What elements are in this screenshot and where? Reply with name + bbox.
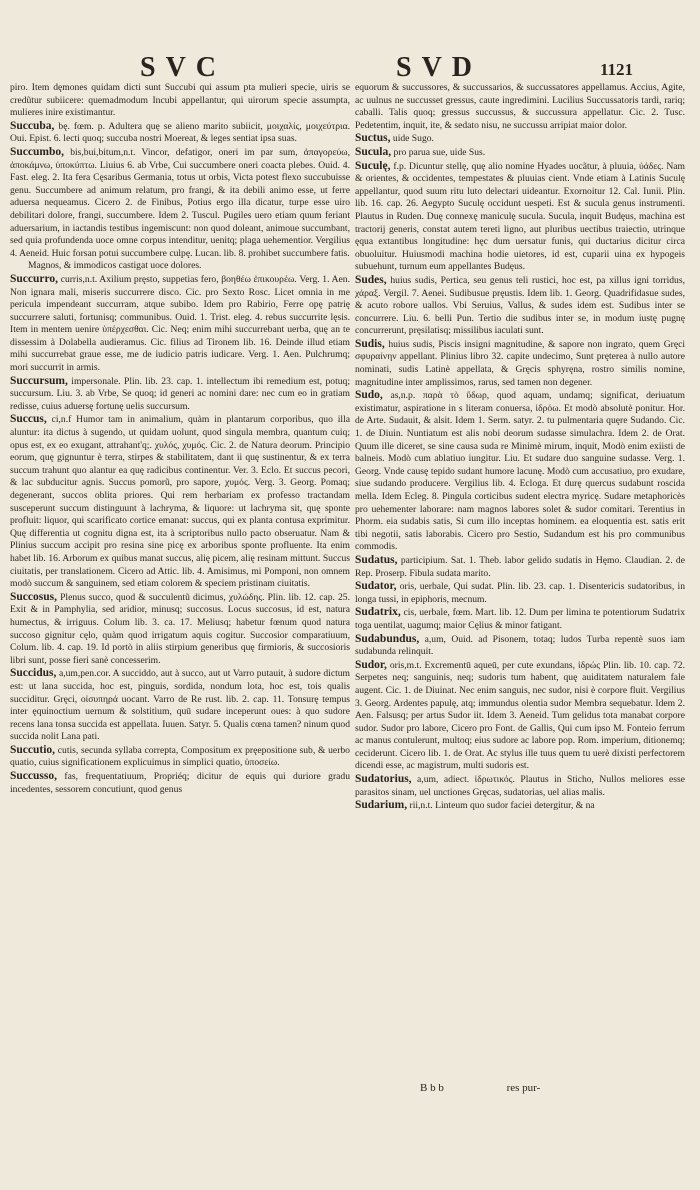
dictionary-entry xyxy=(10,591,350,668)
page-footer xyxy=(420,1082,600,1094)
dictionary-entry xyxy=(10,413,350,590)
entry-text: curris,n.t. Axilium pręsto, suppetias fero, βοηθέω ἐπικουρέω. Verg. 1. Aen. Non ignara mali, miseris succurrere disco. Cic. pro Sexto Rosc. Licet omnia in me pericula impendeant succurram, atque subibo. Idem pro Rabirio, Ferre opę patrię succurrere saluti, fortunisq; communibus. Ouid. 1. Trist. eleg. 4. rebus succurrite lęsis. Item in mentem uenire ὑπέρχεσθαι. Cic. Neq; enim mihi succurrebant uerba, quę an te dissessim à Dolabella audieramus. Cic. filius ad Tironem lib. 16. Deinde illud etiam mihi succurrebat graue esse, me de iudicio patris iudicare. Verg. 1. Aen. Pulchrumq; mori succurrit in armis. xyxy=(10,273,350,374)
entry-text: a,um,pen.cor. A succiddo, aut à succo, aut ut Varro putauit, à sudore dictum est: ut lana succida, hoc est, pinguis, sordida, nondum lota, hoc est, tois qualis succiditur. Gręci, οἰσυπηρά uocant. Varro de Re rust. lib. 2. cap. 11. Tonsurę tempus inter ęquinoctium uernum & solstitium, quū sudare inceperunt oues: à quo sudore recens lana tonsa succida est appellata. Iuuen. Satyr. 5. Qualis cœna tamen? ninum quod succida nolit Lana pati. xyxy=(10,668,350,743)
left-column xyxy=(10,82,350,796)
entry-headword: Sudatorius, xyxy=(355,773,412,786)
entry-text: ci,n.f Humor tam in animalium, quàm in plantarum corporibus, quo illa aluntur: ita dictus à sugendo, ut quidam uolunt, quod singula membra, quantum cuiq; opus est, ex eo exugant, attrahant'q;. χυλός, χυμός. Cic. 2. de Natura deorum. Principio eorum, quę gignuntur è terra, stirpes & stabilitatem, dant ii quę sustinentur, & ex terra succum trahunt quo alantur ea quę radicibus continentur. Ver. 3. Eclo. Et succus pecori, & lac subducitur agnis. Succus pomorũ, pro sapore, χυμός. Verg. 3. Georg. Pomaq; degenerant, succos oblita priores. Qui rem herbariam ex professo tractandam susceperunt succum distinguunt à lachryma, & liquore: ut lachryma sit, quę sponte profluit: liquor, qui scarificato cortice emanat: succus, qui ex planta contusa exprimitur. Quę differentia ut cognitu digna est, ita à scriptoribus nullo pacto obseruatur. Nam & Plinius succum accipit pro resina sine picę ex arboribus sponte profluente. Ita enim habet lib. 16. Arborum ex quibus manat succus, alię picem, alię resinam mittunt. Succus ciuitatis, per translationem. Cicero ad Attic. lib. 4. Amisimus, mi Pomponi, non omnem modò succum & sanguinem, sed etiam colorem & speciem pristinam ciuitatis. xyxy=(10,414,350,590)
dictionary-entry xyxy=(355,82,685,132)
signature-mark: B b b xyxy=(420,1082,444,1094)
entry-text: as,n.p. παρὰ τὸ ὕδωρ, quod aquam, undamq; significat, deriuatum existimatur, aspiratione in s literam conuersa, ἱδρόω. Et modò absolutè ponitur. Hor. de Arte. Sudauit, & alsit. Idem 1. Serm. satyr. 2. tu pulmentaria quęre Sudando. Cic. 1. de Diuin. Nuntiatum est alis nobi deorum sudasse simulachra. Idem 2. de Orat. Quum ille diceret, se sine causa suda re Minimè mirum, inquit, Modò enim exiisti de balneis. Modò cum ablatiuo iungitur. Liu. Et sudare duo sanguine sudasse. Verg. 1. Georg. Vnde causę tepido sudant humore lacunę. Modò cum accusatiuo, pro exudare, siue sudando producere. Vergilius lib. 4. Ecloga. Et durę quercus sudabunt roscida mella. Idem Ecleg. 8. Pingula corticibus sudent electra myricę. Sudare metaphoricès pro uehementer laborare: nam magnos labores solet & sudor comitari. Terentius in Phorm. eia sudabis satis, Si cum illo inceptas hominem. ea eloquentia est. satis erit tibi negotii, satis laborabis. Cicero pro Sestio, Sudandum est his pro communibus commodis. xyxy=(355,390,685,553)
entry-text: uide Sugo. xyxy=(392,133,434,145)
dictionary-entry xyxy=(10,260,350,273)
entry-text: piro. Item dęmones quidam dicti sunt Succubi qui assum pta mulieri specie, uiris se credũtur subiicere: quemadmodum Incubi appellantur, qui uirorum specie assumpta, mulieres inire existimantur. xyxy=(10,82,350,119)
entry-headword: Succosus, xyxy=(10,590,57,603)
entry-headword: Succusso, xyxy=(10,770,57,783)
dictionary-entry xyxy=(355,633,685,659)
entry-text: rii,n.t. Linteum quo sudor faciei detergitur, & na xyxy=(409,800,595,812)
entry-text: bis,bui,bitum,n.t. Vincor, defatigor, oneri im par sum, ἀπαγορεύω, ἀποκάμνω, ὑποκύπτω. Liuius 6. ab Vrbe, Cui succumbere oneri coacta plebes. Ouid. 4. Fast. eleg. 2. Ita fera Cęsaribus Germania, totus ut orbis, Victa potest flexo succubuisse genu. Succumbere ad animum relatum, pro frangi, & ita debili animo esse, ut ferre aduersa nequeamus. Cicero 2. de Finibus, Potius ergo illa dicatur, turpe esse uiro debilitari dolore, frangi, succumbere. Idem 2. Tuscul. Pugiles uero etiam quum feriant aduersarium, in iactandis testibus ingemiscunt: non quod doleant, animoue succumbant, sed quia profundenda uoce omne corpus intenditur, uenitq; plaga uehementior. Vergilius 4. Aeneid. Huic forsan potui succumbere culpę. Lucan. lib. 8. prohibet succumbere fatis. xyxy=(10,146,350,259)
dictionary-entry xyxy=(10,273,350,375)
dictionary-entry xyxy=(355,799,685,813)
running-head-left: SVC xyxy=(140,52,227,83)
catchword: res pur- xyxy=(506,1082,541,1094)
dictionary-entry xyxy=(355,132,685,146)
entry-headword: Succidus, xyxy=(10,667,57,680)
entry-text: Magnos, & immodicos castigat uoce dolores. xyxy=(28,260,202,272)
entry-headword: Sudatrix, xyxy=(355,606,401,619)
entry-text: a,um, adiect. ἱδρωτικός. Plautus in Sticho, Nullos meliores esse parasitos sinam, uel unctiones Gręcas, sudatorias, uel alias malis. xyxy=(355,774,685,798)
entry-headword: Sudor, xyxy=(355,658,387,671)
entry-headword: Sucula, xyxy=(355,145,392,158)
page-header xyxy=(0,52,700,86)
dictionary-entry xyxy=(355,338,685,389)
entry-headword: Sudabundus, xyxy=(355,632,420,645)
dictionary-entry xyxy=(355,659,685,773)
dictionary-entry xyxy=(10,744,350,770)
entry-text: a,um, Ouid. ad Pisonem, totaq; ludos Turba repentè suos iam sudabunda relinquit. xyxy=(355,633,685,658)
right-column xyxy=(355,82,685,813)
dictionary-entry xyxy=(10,120,350,146)
dictionary-entry xyxy=(355,554,685,580)
entry-text: huius sudis, Pertica, seu genus teli rustici, hoc est, pa xillus igni torridus, χάραξ. Vergil. 7. Aenei. Sudibusue pręustis. Idem lib. 1. Georg. Quadrifidasue sudes, & acuto robore uallos. Vbi Seruius, Vallus, & sudes idem est. Sudibus inter se concurrere. Liu. 6. belli Pun. Tertio die sudibus inter se, in modum iustę pugnę concurrerunt, pręsilatisq; missilibus iaculati sunt. xyxy=(355,274,685,337)
entry-text: participium. Sat. 1. Theb. labor gelido sudatis in Hęmo. Claudian. 2. de Rep. Proserp. Fibula sudata marito. xyxy=(355,554,685,579)
entry-headword: Suculę, xyxy=(355,159,391,172)
entry-text: cutis, secunda syllaba correpta, Compositum ex pręepositione sub, & uerbo quatio, cuius significationem explicuimus in simplici quatio, ὑποσείω. xyxy=(10,744,350,769)
dictionary-entry xyxy=(355,274,685,338)
entry-text: Plenus succo, quod & succulentũ dicimus, χυλώδης. Plin. lib. 12. cap. 25. Exit & in Pamphylia, sed aridior, minusq; succosus. Locus succosus, id est, natura humectus, & irriguus. Colum lib. 3. ca. 17. Meliusq; habetur fœnum quod natura succoso gignitur cęlo, quàm quod irrigatum aquis cogitur. Succosior comparatiuum, Colum. lib. 4. cap. 19. Id portò in aliis stirpium generibus quę firmioris, & succosioris libri sunt, posse fieri sanè concesserim. xyxy=(10,591,350,666)
entry-headword: Succutio, xyxy=(10,743,56,756)
dictionary-entry xyxy=(355,389,685,554)
entry-headword: Succuba, xyxy=(10,119,55,132)
dictionary-entry xyxy=(10,82,350,120)
entry-text: bę. fœm. p. Adultera quę se alieno marito subiicit, μοιχαλίς, μοιχεύτρια. Oui. Epist. 6. lecti quoq; succuba nostri Moereat, & leges sentiat ipsa suas. xyxy=(10,120,351,145)
entry-headword: Sudo, xyxy=(355,389,383,402)
dictionary-entry xyxy=(355,606,685,632)
dictionary-entry xyxy=(355,580,685,606)
entry-headword: Sudis, xyxy=(355,337,385,350)
entry-text: huius sudis, Piscis insigni magnitudine, & sapore non ingrato, quem Gręci σφυραίνην appellant. Plinius libro 32. capite undecimo, Sunt pręterea à nullo autore nominati, sudis Latinè appellata, & Gręcis sphyręna, rostro similis nomine, magnitudine inter amplissimos, rarus, sed tamen non degener. xyxy=(355,338,685,388)
entry-text: oris, uerbale, Qui sudat. Plin. lib. 23. cap. 1. Disentericis sudatoribus, in longa tussi, in epiphoris, mecnum. xyxy=(355,581,686,605)
entry-headword: Succus, xyxy=(10,413,47,426)
running-head-right: SVD xyxy=(396,52,483,83)
entry-text: pro parua sue, uide Sus. xyxy=(393,146,486,158)
entry-text: f.p. Dicuntur stellę, quę alio nomine Hyades uocãtur, à pluuia, ὑάδες. Nam & orientes, & occidentes, tempestates & pluuias cient. Vnde etiam à Latinis Suculę appellantur, quod suum ritu luto delectari uideantur. Exornoitur 12. Cal. Iunii. Plin. lib. 16. cap. 26. Aegypto Suculę occidunt uespeti. Est & sucula genus instrumenti. Plautus in Ruden. Duę connexę maniculę sucula. Sucula, inquit Budęus, machina est tractorij generis, constat autem tereti ligno, aut pluribus uectibus traiectio, utrinque ęqua extantibus longitudine: hęc dum uersatur funis, qui ductarius dicitur circa obuoluitur. Huiusmodi machina hodie uietores, id est, cuparii uina ex hypogeis subuehunt, turnum eum appellantes Budęus. xyxy=(355,160,685,273)
dictionary-entry xyxy=(10,375,350,414)
entry-text: equorum & succussores, & succussarios, & succussatores appellamus. Accius, Agite, ac uulnus ne succusset gressus, caute ingredimini. Lucilius Succussatoris tardi, rariq; caballi. Talis quoq; gressus succussus, & succussura appellatur. Cic. 2. Tusc. Pedetentim, inquit, ite, & sedato nisu, ne succussu arripiat maior dolor. xyxy=(355,82,685,131)
entry-text: oris,m.t. Excrementū aqueū, per cute exundans, ἱδρώς Plin. lib. 10. cap. 72. Serpetes neq; sanguinis, neq; sudoris tum habent, quę auiditatem naturalem fale augent. Cic. 1. de Diuinat. Nec enim sanguis, nec sudor, nisi è corpore fluit. Vergilius 3. Georg. Ardentes papulę, atq; immundus olentia sudor Membra sequebatur. Idem 2. Aen. Falsusq; per artus Sudor iit. Idem 3. Aeneid. Tum gelidus tota manabat corpore sudor. Sudor pro labore, Cicero pro Font. de Gallis, Qui cum ipso M. Fonteio ferrum ac manus contulerunt, multoq; eius sudore ac labore pop. Rom. imperium, ditionemq; ceciderunt. Cicero lib. 1. de Orat. Ac stylus ille tuus quem tu uerè dixisti perfectorem dicendi esse, ac magistrum, multi sudoris est. xyxy=(355,659,685,772)
entry-headword: Succurro, xyxy=(10,272,59,285)
dictionary-entry xyxy=(10,770,350,796)
entry-headword: Succursum, xyxy=(10,374,68,387)
dictionary-entry xyxy=(355,146,685,160)
entry-text: cis, uerbale, fœm. Mart. lib. 12. Dum per limina te potentiorum Sudatrix toga uentilat, uagumq; maior Cęlius & minor fatigant. xyxy=(355,607,685,631)
dictionary-entry xyxy=(355,773,685,799)
entry-headword: Suctus, xyxy=(355,132,391,145)
entry-headword: Sudatus, xyxy=(355,553,398,566)
dictionary-entry xyxy=(10,146,350,260)
page-number: 1121 xyxy=(600,60,634,79)
entry-headword: Sudator, xyxy=(355,580,397,593)
entry-headword: Sudarium, xyxy=(355,799,408,812)
entry-headword: Succumbo, xyxy=(10,145,64,158)
entry-text: fas, frequentatiuum, Propriéq; dicitur de equis qui duriore gradu incedentes, sessorem concutiunt, quod genus xyxy=(10,771,351,795)
entry-headword: Sudes, xyxy=(355,273,387,286)
dictionary-entry xyxy=(10,667,350,744)
entry-text: impersonale. Plin. lib. 23. cap. 1. intellectum ibi remedium est, potuq; succursum. Liu. 3. ab Vrbe, Se quoq; id generi ac nomini dare: nec cum eo in gratiam redisse, cuius aduersę fortunę uelis succursum. xyxy=(10,375,351,412)
dictionary-entry xyxy=(355,160,685,274)
